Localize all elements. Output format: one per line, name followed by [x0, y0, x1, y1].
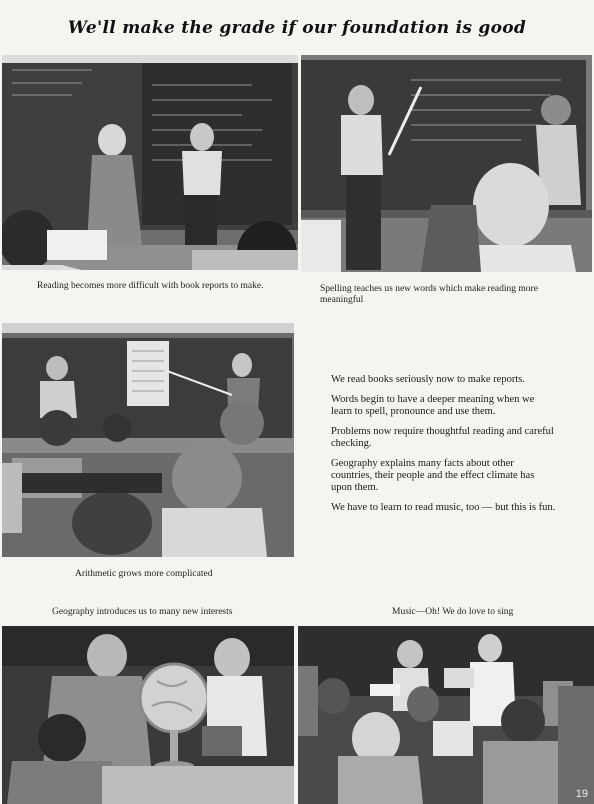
photo-music-singing: [298, 626, 594, 804]
caption-geography: Geography introduces us to many new interests: [52, 607, 233, 617]
caption-reading: Reading becomes more difficult with book reports to make.: [37, 281, 264, 291]
photo-spelling-chalkboard: [301, 55, 592, 272]
body-paragraph: We read books seriously now to make reports.: [331, 374, 525, 385]
photo-reading-book-reports: [2, 55, 298, 270]
page-number: 19: [575, 788, 588, 800]
page-headline: We'll make the grade if our foundation is good: [67, 18, 527, 38]
caption-arithmetic: Arithmetic grows more complicated: [75, 569, 213, 579]
caption-music: Music—Oh! We do love to sing: [392, 607, 514, 617]
body-paragraph: We have to learn to read music, too — but this is fun.: [331, 502, 556, 513]
body-paragraph: Geography explains many facts about other countries, their people and the effect climate has upon them.: [331, 458, 535, 493]
body-text-block: [331, 374, 557, 522]
body-paragraph: Problems now require thoughtful reading and careful checking.: [331, 426, 554, 449]
body-paragraph: Words begin to have a deeper meaning when we learn to spell, pronounce and use them.: [331, 394, 535, 417]
photo-arithmetic-classroom: [2, 323, 294, 557]
photo-geography-globe: [2, 626, 294, 804]
caption-spelling: Spelling teaches us new words which make reading more meaningful: [320, 284, 538, 305]
